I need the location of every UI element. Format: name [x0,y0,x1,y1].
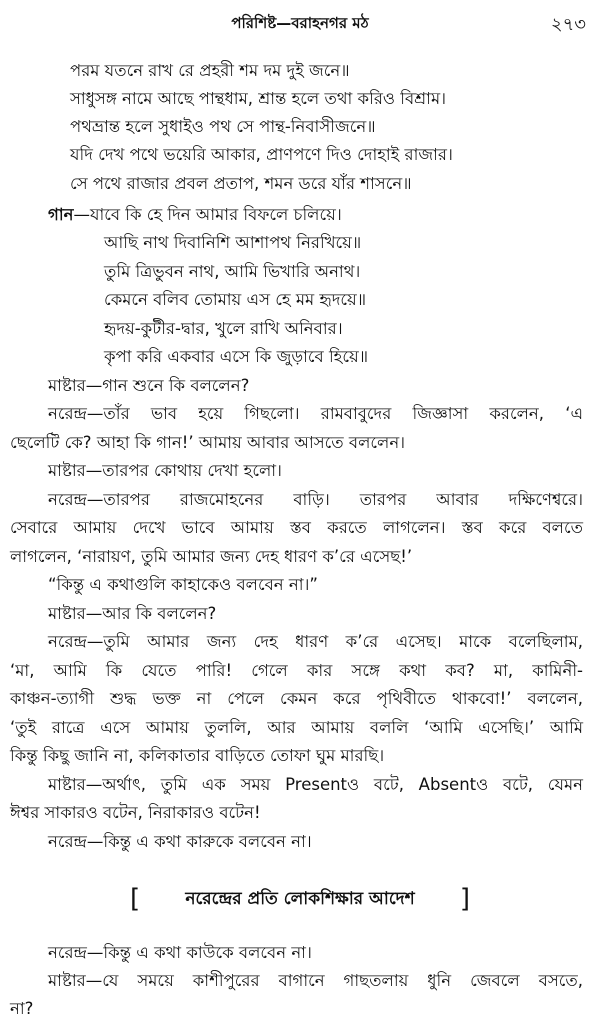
section-heading-text: নরেন্দ্রের প্রতি লোকশিক্ষার আদেশ [185,889,415,909]
dialogue-line: না? [10,999,34,1018]
poem-line: সে পথে রাজার প্রবল প্রতাপ, শমন ডরে যাঁর শাসনে॥ [70,174,412,193]
dialogue-line: মাষ্টার—যে সময়ে কাশীপুরের বাগানে গাছতলায় ধুনি জেবলে বসতে, [48,971,583,990]
poem-line: যদি দেখ পথে ভয়েরি আকার, প্রাণপণে দিও দোহাই রাজার। [70,145,453,164]
dialogue-line: কাঞ্চন-ত্যাগী শুদ্ধ ভক্ত না পেলে কেমন করে পৃথিবীতে থাকবো!’ বললেন, [10,689,583,708]
song-line: হৃদয়-কুটীর-দ্বার, খুলে রাখি অনিবার। [104,319,343,338]
poem-line: পরম যতনে রাখ রে প্রহরী শম দম দুই জনে॥ [70,61,350,80]
dialogue-line: নরেন্দ্র—তারপর রাজমোহনের বাড়ি। তারপর আবার দক্ষিণেশ্বরে। [48,490,583,509]
section-bracket-left: [ [130,884,141,914]
dialogue-line: সেবারে আমায় দেখে ভাবে আমায় স্তব করতে লাগলেন। স্তব করে বলতে [10,518,583,537]
dialogue-line: মাষ্টার—আর কি বললেন? [48,604,217,623]
poem-line: পথভ্রান্ত হলে সুধাইও পথ সে পান্থ-নিবাসীজনে॥ [70,117,376,136]
dialogue-line: নরেন্দ্র—তাঁর ভাব হয়ে গিছলো। রামবাবুদের জিজ্ঞাসা করলেন, ‘এ [48,404,583,423]
section-heading [130,884,470,914]
song-line: তুমি ত্রিভুবন নাথ, আমি ভিখারি অনাথ। [104,262,361,281]
song-line: —যাবে কি হে দিন আমার বিফলে চলিয়ে। [73,205,342,224]
section-bracket-right: ] [459,884,470,914]
song-first-line [48,204,342,226]
dialogue-line: নরেন্দ্র—কিন্তু এ কথা কাউকে বলবেন না। [48,943,312,962]
song-label: গান [48,205,74,224]
dialogue-line: ঈশ্বর সাকারও বটেন, নিরাকারও বটেন! [10,803,261,822]
dialogue-line: “কিন্তু এ কথাগুলি কাহাকেও বলবেন না।” [48,575,318,594]
dialogue-line: নরেন্দ্র—তুমি আমার জন্য দেহ ধারণ ক’রে এসেছ। মাকে বলেছিলাম, [48,632,583,651]
page-header [0,8,600,36]
dialogue-line: নরেন্দ্র—কিন্তু এ কথা কারুকে বলবেন না। [48,832,312,851]
poem-line: সাধুসঙ্গ নামে আছে পান্থধাম, শ্রান্ত হলে তথা করিও বিশ্রাম। [70,89,447,108]
running-title: পরিশিষ্ট—বরাহনগর মঠ [231,14,369,32]
dialogue-line: কিন্তু কিছু জানি না, কলিকাতার বাড়িতে তোফা ঘুম মারছি। [10,746,385,765]
dialogue-line: ‘মা, আমি কি যেতে পারি! গেলে কার সঙ্গে কথা কব? মা, কামিনী- [10,661,583,680]
dialogue-line: ‘তুই রাত্রে এসে আমায় তুললি, আর আমায় বললি ‘আমি এসেছি।’ আমি [10,718,583,737]
dialogue-line: মাষ্টার—তারপর কোথায় দেখা হলো। [48,461,282,480]
dialogue-line: ছেলেটি কে? আহা কি গান!’ আমায় আবার আসতে বললেন। [10,433,406,452]
song-line: কেমনে বলিব তোমায় এস হে মম হৃদয়ে॥ [104,290,367,309]
song-line: আছি নাথ দিবানিশি আশাপথ নিরখিয়ে॥ [104,233,362,252]
dialogue-line: মাষ্টার—অর্থাৎ, তুমি এক সময় Presentও বটে, Absentও বটে, যেমন [48,775,583,794]
dialogue-line: মাষ্টার—গান শুনে কি বললেন? [48,376,250,395]
song-line: কৃপা করি একবার এসে কি জুড়াবে হিয়ে॥ [104,347,369,366]
dialogue-line: লাগলেন, ‘নারায়ণ, তুমি আমার জন্য দেহ ধারণ ক’রে এসেছ!’ [10,547,413,566]
page-number: ২৭৩ [550,14,586,35]
